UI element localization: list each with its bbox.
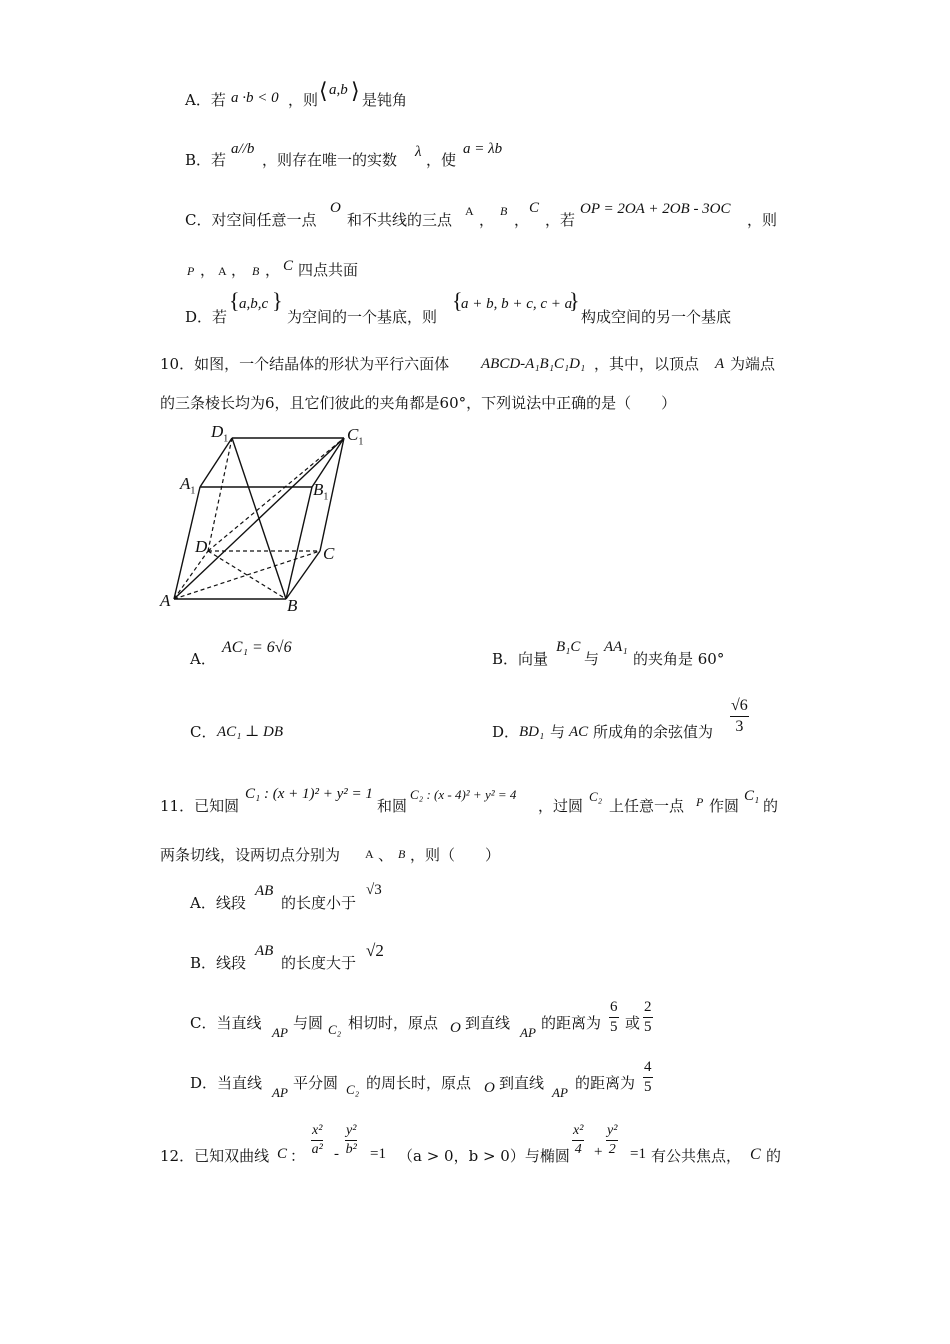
point-p: P <box>696 795 704 809</box>
line-ap: AP <box>520 1025 536 1040</box>
label-c1: $C_1$ <box>347 425 364 448</box>
q9-a-prefix: A．若 <box>185 91 226 109</box>
q11-a-mid: 的长度小于 <box>281 894 357 912</box>
q10-line1-mid: ，其中，以顶点 <box>594 355 700 373</box>
q9-d-set2: a + b, b + c, c + a <box>461 296 573 312</box>
q10-b-label: B．向量 <box>492 650 549 668</box>
q11-line2-prefix: 两条切线，设两切点分别为 <box>160 846 341 864</box>
q9-c-mid: 和不共线的三点 <box>347 211 453 229</box>
point-p: P <box>187 264 195 278</box>
sqrt3-value: √3 <box>366 882 382 898</box>
right-brace: } <box>272 288 283 313</box>
q10-vertex: A <box>715 356 725 372</box>
hidden-edge-d1-d <box>208 438 232 551</box>
q9-a-suffix: 是钝角 <box>362 91 408 109</box>
q9-c-point-c: C <box>529 200 540 216</box>
q11-mid2: ，过圆 <box>538 797 584 815</box>
diagonal-b-d1 <box>232 438 286 599</box>
line-ap: AP <box>552 1085 568 1100</box>
q12-condition: （a > 0，b > 0）与椭圆 <box>398 1147 570 1165</box>
circle-c1-ref: C₁ <box>744 788 760 804</box>
fraction-sqrt6-over-3: √6 3 <box>731 697 748 735</box>
point-b: B <box>252 264 260 278</box>
comma: ， <box>514 211 530 229</box>
q9-c-point-a: A <box>465 204 474 218</box>
q11-c-mid: 与圆 <box>293 1014 324 1032</box>
q10-d-line2: AC <box>569 724 589 740</box>
q9-c-vector-equation: OP = 2OA + 2OB - 3OC <box>580 201 731 217</box>
segment-ab: AB <box>255 943 274 959</box>
q11-b-mid: 的长度大于 <box>281 954 357 972</box>
label-d: D <box>195 537 208 556</box>
q11-d-mid4: 的距离为 <box>575 1074 636 1092</box>
q9-c-point-o: O <box>330 200 341 216</box>
label-a1: $A_1$ <box>180 474 196 497</box>
q9-b-condition: a//b <box>231 141 255 157</box>
q10-stem-line2: 的三条棱长均为6，且它们彼此的夹角都是60°，下列说法中正确的是（ ） <box>160 394 677 412</box>
q11-d-mid2: 的周长时，原点 <box>366 1074 472 1092</box>
q9-d-set1: a,b,c <box>239 296 269 312</box>
fraction-y2-over-2: y² 2 <box>607 1123 618 1157</box>
comma: ， <box>479 211 495 229</box>
point-c: C <box>283 258 294 274</box>
q9-a-condition: a ·b < 0 <box>231 90 279 106</box>
q11-c-mid2: 相切时，原点 <box>348 1014 439 1032</box>
circle-c2-ref: C₂ <box>346 1082 360 1097</box>
q12-prefix: 12．已知双曲线 <box>160 1147 270 1165</box>
circle-c2-ref: C₂ <box>328 1022 342 1037</box>
q10-b-vector1: B₁C <box>556 639 581 655</box>
equals-one: =1 <box>630 1146 646 1162</box>
q12-mid: 有公共焦点， <box>651 1147 742 1165</box>
q9-c-prefix: C．对空间任意一点 <box>185 211 317 229</box>
line-ap: AP <box>272 1025 288 1040</box>
left-angle-bracket: ⟨ <box>319 78 328 103</box>
fraction-x2-over-4: x² 4 <box>573 1123 584 1157</box>
parallelepiped-figure <box>155 420 375 615</box>
line-ap: AP <box>272 1085 288 1100</box>
q9-b-mid: ，则存在唯一的实数 <box>262 151 398 169</box>
left-brace: { <box>452 288 463 313</box>
left-brace: { <box>229 288 240 313</box>
q11-d-mid: 平分圆 <box>293 1074 339 1092</box>
comma: ， <box>200 261 216 279</box>
q9-c-mid2: ，若 <box>545 211 576 229</box>
separator: 、 <box>378 846 394 864</box>
q10-d-line1: BD₁ <box>519 724 545 740</box>
segment-ab: AB <box>255 883 274 899</box>
lambda-symbol: λ <box>415 144 422 160</box>
q10-c-equation: AC₁ ⊥ DB <box>217 724 283 740</box>
hyperbola-c-ref: C <box>750 1146 761 1163</box>
q11-mid1: 和圆 <box>377 797 408 815</box>
q10-d-suffix: 所成角的余弦值为 <box>593 723 714 741</box>
right-brace: } <box>569 288 580 313</box>
q10-b-suffix: 的夹角是 60° <box>633 650 725 668</box>
q11-c-mid3: 到直线 <box>465 1014 511 1032</box>
fraction-2-over-5: 2 5 <box>644 999 652 1035</box>
q11-c-label: C．当直线 <box>190 1014 262 1032</box>
comma: ， <box>265 261 281 279</box>
q11-line2-suffix: ，则（ ） <box>410 846 501 864</box>
right-angle-bracket: ⟩ <box>351 78 360 103</box>
q9-a-mid: ，则 <box>288 91 319 109</box>
sqrt2-value: √2 <box>366 941 384 960</box>
q11-d-mid3: 到直线 <box>499 1074 545 1092</box>
origin-o: O <box>484 1080 495 1096</box>
q10-b-mid: 与 <box>584 650 600 668</box>
edge-b1-b <box>286 487 312 599</box>
q9-d-prefix: D．若 <box>185 308 228 326</box>
label-a: A <box>160 591 171 610</box>
q11-mid3: 上任意一点 <box>609 797 685 815</box>
q10-line1-prefix: 10．如图，一个结晶体的形状为平行六面体 <box>160 355 450 373</box>
q9-b-prefix: B．若 <box>185 151 227 169</box>
q9-a-angle: a,b <box>329 82 348 98</box>
point-b: B <box>398 847 406 861</box>
label-c: C <box>323 544 335 563</box>
hidden-diagonal-d-b <box>208 551 286 599</box>
label-b: B <box>287 596 298 615</box>
fraction-y2-over-b2: y² b² <box>345 1123 357 1157</box>
q11-a-label: A．线段 <box>190 894 246 912</box>
q11-b-label: B．线段 <box>190 954 247 972</box>
q9-d-mid: 为空间的一个基底，则 <box>287 308 438 326</box>
q11-line1-prefix: 11．已知圆 <box>160 797 240 815</box>
comma: ， <box>231 261 247 279</box>
q11-suffix: 的 <box>763 797 779 815</box>
q9-c-point-b: B <box>500 204 508 218</box>
circle-c2-ref: C₂ <box>589 789 603 804</box>
q11-mid4: 作圆 <box>709 797 740 815</box>
point-a: A <box>218 264 227 278</box>
fraction-6-over-5: 6 5 <box>610 999 618 1035</box>
fraction-x2-over-a2: x² a² <box>311 1123 323 1157</box>
origin-o: O <box>450 1020 461 1036</box>
q10-b-vector2: AA₁ <box>604 639 628 655</box>
equals-one: =1 <box>370 1146 386 1162</box>
or-word: 或 <box>625 1014 641 1032</box>
fraction-4-over-5: 4 5 <box>644 1059 652 1095</box>
plus-sign: + <box>594 1144 603 1160</box>
circle-c1-equation: C₁ : (x + 1)² + y² = 1 <box>245 786 373 802</box>
q10-d-label: D． <box>492 723 520 741</box>
q10-a-label: A． <box>190 650 216 668</box>
q11-d-label: D．当直线 <box>190 1074 263 1092</box>
q9-d-suffix: 构成空间的另一个基底 <box>581 308 732 326</box>
q11-c-mid4: 的距离为 <box>541 1014 602 1032</box>
label-d1: $D_1$ <box>211 422 229 445</box>
q10-a-equation: AC₁ = 6√6 <box>222 639 292 656</box>
q9-b-equation: a = λb <box>463 141 503 157</box>
colon: ： <box>290 1147 306 1165</box>
point-a: A <box>365 847 374 861</box>
label-b1: $B_1$ <box>313 480 329 503</box>
q12-suffix: 的 <box>766 1147 782 1165</box>
q9-c-suffix: ，则 <box>747 211 778 229</box>
hyperbola-c: C <box>277 1146 288 1162</box>
circle-c2-equation: C₂ : (x - 4)² + y² = 4 <box>410 787 517 802</box>
q9-b-mid2: ，使 <box>426 151 457 169</box>
q10-c-label: C． <box>190 723 217 741</box>
q10-line1-suffix: 为端点 <box>730 355 776 373</box>
q10-d-mid: 与 <box>550 723 566 741</box>
q10-solid-name: ABCD-A₁B₁C₁D₁ <box>481 356 586 372</box>
q9-c-line2-suffix: 四点共面 <box>298 261 359 279</box>
minus-sign: - <box>334 1146 339 1162</box>
